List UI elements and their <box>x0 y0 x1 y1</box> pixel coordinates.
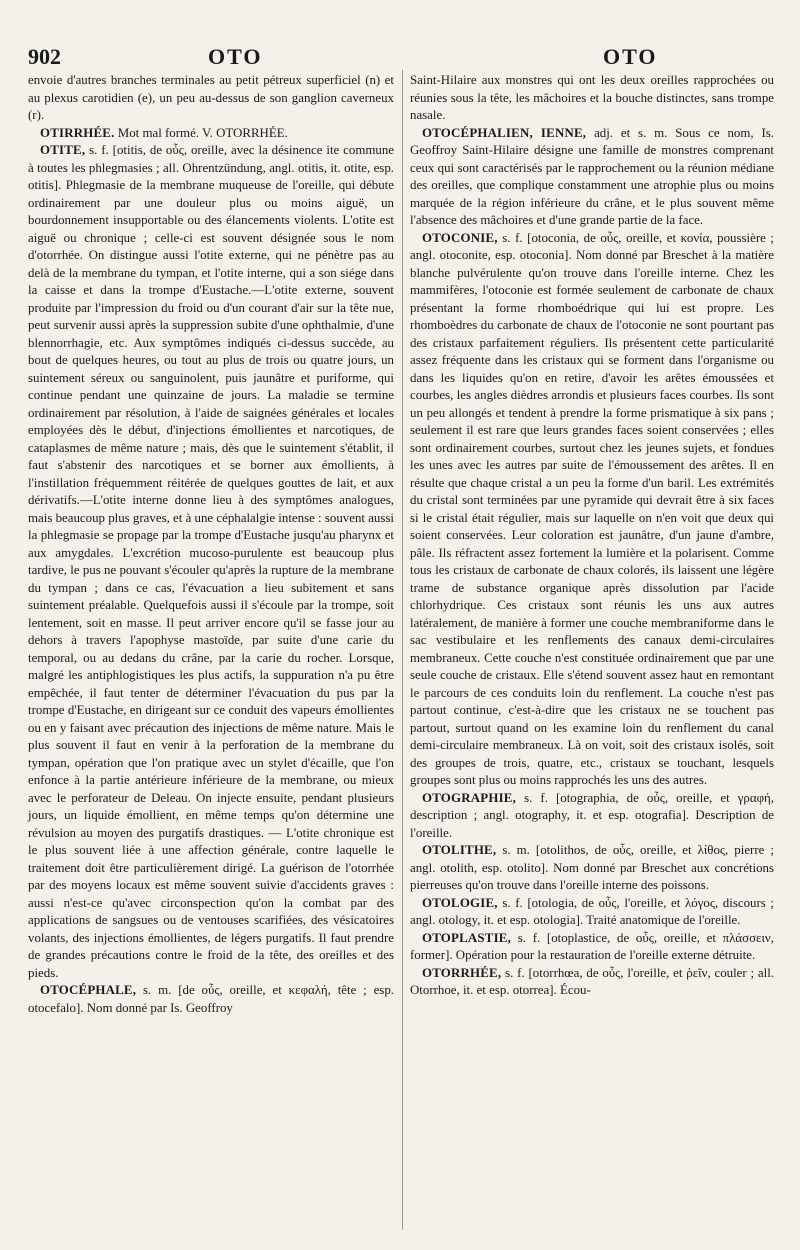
dictionary-entry-otoplastie <box>410 930 774 965</box>
dictionary-entry-otoconie <box>410 230 774 790</box>
entry-text: envoie d'autres branches terminales au petit pétreux superficiel (n) et au plexus carotidien (e), un peu au-dessus de son ganglion caverneux (r). <box>28 73 394 122</box>
entry-text: Saint-Hilaire aux monstres qui ont les deux oreilles rapprochées ou réunies sous la tête, les mâchoires et la bouche distinctes, sans trompe nasale. <box>410 73 774 122</box>
dictionary-entry-otolithe <box>410 842 774 895</box>
left-column <box>28 72 394 1017</box>
dictionary-entry-otologie <box>410 895 774 930</box>
entry-text: Mot mal formé. V. OTORRHÉE. <box>117 125 288 140</box>
dictionary-entry-otite <box>28 142 394 982</box>
entry-headword: OTIRRHÉE. <box>40 125 115 140</box>
entry-text: s. m. [otolithos, de οὖς, oreille, et λίθος, pierre ; angl. otolith, esp. otolito]. Nom donné par Breschet aux concrétions pierreuses qu'on trouve dans l'oreille interne des poissons. <box>410 843 774 892</box>
dictionary-entry-otocephale <box>28 982 394 1017</box>
entry-text: s. f. [otorrhœa, de οὖς, l'oreille, et ῥεῖν, couler ; all. Otorrhoe, it. et esp. otorrea]. Écou- <box>410 965 775 997</box>
column-divider <box>402 70 403 1230</box>
dictionary-entry-otographie <box>410 790 774 843</box>
entry-text: s. m. [de οὖς, oreille, et κεφαλή, tête ; esp. otocefalo]. Nom donné par Is. Geoffroy <box>28 983 394 1015</box>
entry-text: s. f. [otographia, de οὖς, oreille, et γραφή, description ; angl. otography, it. et esp. otografia]. Description de l'oreille. <box>410 790 774 840</box>
entry-headword: OTORRHÉE, <box>422 965 502 980</box>
running-head-left: OTO <box>208 44 263 69</box>
dictionary-entry-otocephalien <box>410 125 774 230</box>
entry-headword: OTOCÉPHALE, <box>40 983 137 997</box>
entry-headword: OTOGRAPHIE, <box>422 790 517 805</box>
entry-headword: OTOLOGIE, <box>422 895 498 910</box>
entry-text: s. f. [otoconia, de οὖς, oreille, et κονία, poussière ; angl. otoconite, esp. otoconia]. Nom donné par Breschet à la matière blanche pulvérulente qu'on trouve dans l'oreille interne. Chez les mammifères, l'otoconie est formée seulement de carbonate de chaux présentant la forme rhomboédrique qui lui est propre. Les rhomboèdres du carbonate de chaux de l'otoconie ne sont pourtant pas des cristaux parfaitement réguliers. Ils présentent cette particularité assez fréquente dans les cristaux qui se forment dans l'organisme ou dans les liquides qu'on en retire, d'avoir les arêtes émoussées et courbes, les angles dièdres arrondis et plusieurs faces courbes. Ils sont un peu allongés et tendent à prendre la forme prismatique à six pans ; seulement il est rare que leurs grandes faces soient conservées ; elles sont ordinairement courbes, surtout chez les jeunes sujets, et fondues les unes avec les autres par suite de l'émoussement des arêtes. Il en résulte que chaque cristal a un peu la forme d'un baril. Les extrémités du cristal sont terminées par une pyramide qui devrait être à six faces si le cristal était régulier, mais sur laquelle on n'en voit que deux qui soient conservées. Leur coloration est jaunâtre, d'un jaune d'ambre, pâle. Ils réfractent assez fortement la lumière et la polarisent. Comme tous les cristaux de carbonate de chaux colorés, ils laissent une légère trame de substance organique après dissolution par l'acide chlorhydrique. Ces cristaux sont réunis les uns aux autres latéralement, de manière à former une couche membraniforme dans le sac vestibulaire et les renflements des canaux demi-circulaires membraneux. Cette couche n'est constituée ordinairement que par une seule couche de cristaux. Elle s'étend souvent assez haut en remontant le parcours de ces conduits loin du renflement. La couche n'est pas partout continue, c'est-à-dire que les cristaux ne se touchent pas partout, surtout quand on les examine loin du renflement du canal demi-circulaire membraneux. Là on voit, soit des cristaux isolés, soit des groupes de trois, quatre, etc., cristaux se touchant, lesquels groupes sont plus ou moins rapprochés les uns des autres. <box>410 230 774 787</box>
page-number: 902 <box>28 44 61 69</box>
dictionary-entry-otorrhee <box>410 965 774 1000</box>
entry-text: s. f. [otoplastice, de οὖς, oreille, et πλάσσειν, former]. Opération pour la restauration de l'oreille externe détruite. <box>410 930 774 962</box>
entry-continuation <box>410 72 774 125</box>
running-head-right: OTO <box>603 44 658 69</box>
entry-text: s. f. [otitis, de οὖς, oreille, avec la désinence ite commune à toutes les phlegmasies ; all. Ohrentzündung, angl. otitis, it. otite, esp. otitis]. Phlegmasie de la membrane muqueuse de l'oreille, qui débute ordinairement par une douleur plus ou moins aiguë, un bourdonnement insupportable ou des élancements violents. L'otite est aiguë ou chronique ; celle-ci est souvent désignée sous le nom d'otorrhée. On distingue aussi l'otite externe, qui ne pénètre pas au delà de la membrane du tympan, et l'otite interne, qui a son siége dans la caisse et dans la trompe d'Eustache.—L'otite externe, souvent produite par l'impression du froid ou d'un courant d'air sur la tête nue, peut survenir aussi après la suppression subite d'une ophthalmie, d'une blennorrhagie, etc. Aux symptômes indiqués ci-dessus succède, au bout de quelques heures, ou tout au plus de trois ou quatre jours, un suintement séreux ou sanguinolent, puis jaunâtre et puriforme, qui continue pendant une quinzaine de jours. La maladie se termine ordinairement par résolution, à l'aide de saignées générales et locales employées dès le début, d'injections émollientes et narcotiques, de cataplasmes de même nature ; mais, dès que le suintement s'établit, il faut s'abstenir des narcotiques et se borner aux émollients, à l'instillation fréquemment réitérée de quelques gouttes de lait, et aux dérivatifs.—L'otite interne donne lieu à des symptômes analogues, mais beaucoup plus graves, et à une céphalalgie intense : souvent aussi la phlegmasie se propage par la trompe d'Eustache jusqu'au pharynx et aux amygdales. L'excrétion mucoso-purulente est beaucoup plus tardive, le pus ne pouvant s'écouler qu'après la rupture de la membrane du tympan ; dans ce cas, l'évacuation a lieu subitement et sans suintement préalable. Quelquefois aussi il s'écoule par la trompe, soit lentement, soit en masse. Il peut arriver encore qu'il se fasse jour au dehors à travers l'apophyse mastoïde, par suite d'une carie du temporal, ou au dedans du crâne, par la carie du rocher. Lorsque, malgré les antiphlogistiques les plus actifs, la suppuration n'a pu être empêchée, il faut tenter de déterminer l'évacuation du pus par la trompe d'Eustache, en dirigeant sur ce conduit des vapeurs émollientes ou en y faisant avec précaution des injections de même nature. Mais le plus souvent il faut en venir à la perforation de la membrane du tympan, opération que l'on pratique avec un stylet d'écaille, que l'on enfonce à la partie antérieure inférieure de la membrane, ou mieux avec le perforateur de Deleau. On injecte ensuite, pendant plusieurs jours, un liquide émollient, en même temps qu'on détermine une révulsion au moyen des purgatifs drastiques. — L'otite chronique est le plus souvent liée à une affection générale, contre laquelle le traitement doit être particulièrement dirigé. La guérison de l'otorrhée par des moyens locaux est même souvent suivie d'accidents graves : aussi n'est-ce qu'avec circonspection qu'on la combat par des applications de sangsues ou de ventouses scarifiées, des vésicatoires volants, des injections émollientes, de légers purgatifs. Il faut prendre de grandes précautions contre le froid de la tête, des oreilles et des pieds. <box>28 143 394 980</box>
entry-continuation <box>28 72 394 125</box>
entry-headword: OTOPLASTIE, <box>422 930 512 945</box>
right-column <box>410 72 774 1000</box>
dictionary-entry-otirrhee <box>28 125 394 143</box>
entry-text: adj. et s. m. Sous ce nom, Is. Geoffroy Saint-Hilaire désigne une famille de monstres comprenant ceux qui sont caractérisés par le rapprochement ou la réunion médiane des oreilles, que complique constamment une atrophie plus ou moins marquée de la région inférieure du crâne, et le plus souvent même l'absence des mâchoires et d'une grande partie de la face. <box>410 125 774 227</box>
entry-headword: OTOLITHE, <box>422 843 497 857</box>
entry-headword: OTITE, <box>40 143 86 157</box>
entry-headword: OTOCÉPHALIEN, IENNE, <box>422 125 587 140</box>
entry-headword: OTOCONIE, <box>422 230 498 245</box>
entry-text: s. f. [otologia, de οὖς, l'oreille, et λόγος, discours ; angl. otology, it. et esp. otologia]. Traité anatomique de l'oreille. <box>410 895 774 927</box>
